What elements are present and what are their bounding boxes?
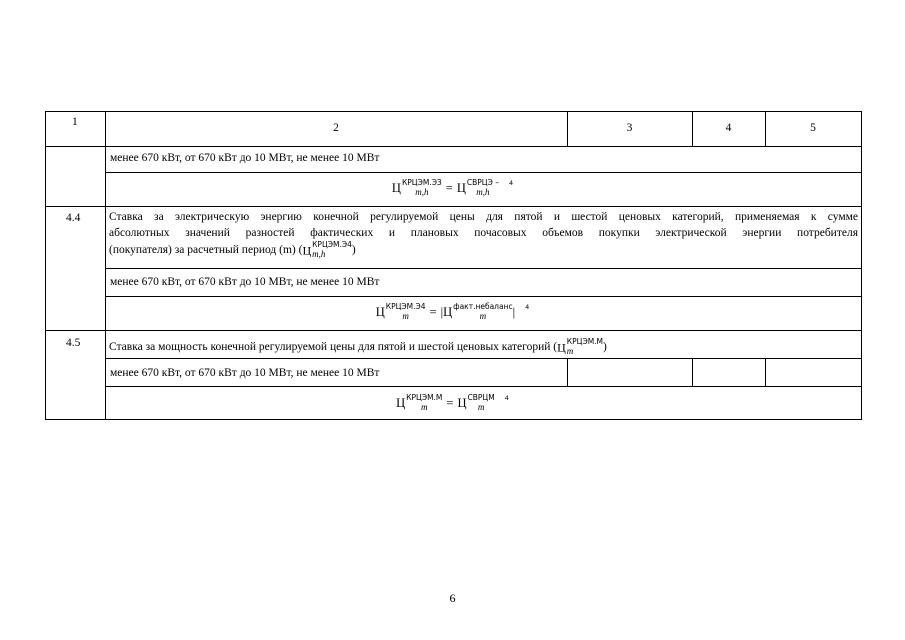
formula-rate-e3 [0, 179, 905, 197]
formula-superscript: КРЦЭМ.ЭЗ [401, 178, 442, 187]
table-border-bottom [45, 419, 861, 420]
description-line: (покупателя) за расчетный период (m) (Ц КРЦЭМ.Э4 m,h ) [109, 240, 356, 259]
formula-superscript: КРЦЭМ.М [566, 337, 604, 346]
formula-symbol: Ц [302, 243, 312, 257]
table-border-top [45, 111, 861, 112]
table-rule [105, 386, 861, 387]
formula-subscript: m,h [312, 249, 326, 259]
column-header-4: 4 [725, 122, 732, 134]
column-divider [765, 358, 766, 387]
formula-superscript: факт.небаланс [453, 302, 513, 311]
table-rule [105, 358, 861, 359]
formula-subscript: m [477, 402, 485, 412]
formula-symbol: Ц [396, 395, 406, 410]
formula-symbol: Ц [456, 180, 466, 195]
formula-rate-e4 [0, 303, 905, 321]
formula-subscript: m [402, 311, 409, 321]
description-line: Ставка за электрическую энергию конечной регулируемой цены для пятой и шестой ценовых категорий, применяемая к сумме [109, 211, 858, 223]
row-4-5-description: Ставка за мощность конечной регулируемой цены для пятой и шестой ценовых категорий (Ц КРЦЭМ.М m ) [109, 337, 607, 356]
formula-subscript: m [566, 346, 574, 356]
formula-subscript: m [421, 402, 428, 412]
row-number-4-5: 4.5 [66, 337, 81, 349]
column-header-2: 2 [333, 122, 339, 134]
formula-symbol: Ц [557, 340, 566, 354]
formula-superscript: КРЦЭМ.Э4 [385, 302, 426, 311]
formula-abs-open: | [440, 304, 444, 319]
formula-equals: = [429, 304, 437, 319]
formula-symbol: Ц [457, 395, 467, 410]
table-rule [105, 296, 861, 297]
table-border-left [45, 111, 46, 420]
table-rule [45, 146, 861, 147]
row-4-4-description [109, 210, 858, 259]
formula-subscript: m [479, 311, 487, 321]
formula-symbol: Ц [375, 304, 385, 319]
formula-subscript: m,h [476, 187, 490, 197]
page-number: 6 [449, 591, 456, 605]
range-text: менее 670 кВт, от 670 кВт до 10 МВт, не менее 10 МВт [110, 276, 380, 288]
column-divider [567, 358, 568, 387]
footnote-marker: 4 [525, 302, 530, 311]
range-text: менее 670 кВт, от 670 кВт до 10 МВт, не менее 10 МВт [110, 152, 380, 164]
formula-symbol: Ц [391, 180, 401, 195]
formula-abs-close: | [512, 304, 516, 319]
column-header-3: 3 [626, 122, 633, 134]
formula-symbol: Ц [443, 304, 453, 319]
table-rule [105, 172, 861, 173]
formula-superscript: КРЦЭМ.М [406, 393, 443, 402]
footnote-marker: 4 [504, 393, 509, 402]
formula-rate-m [0, 394, 905, 412]
column-header-5: 5 [810, 122, 816, 134]
column-divider [105, 111, 106, 420]
table-rule [105, 268, 861, 269]
column-header-1: 1 [72, 116, 78, 128]
formula-superscript: СВРЦМ [467, 393, 495, 402]
formula-superscript: КРЦЭМ.Э4 [312, 240, 352, 249]
range-text: менее 670 кВт, от 670 кВт до 10 МВт, не менее 10 МВт [110, 367, 380, 379]
table-border-right [861, 111, 862, 420]
row-number-4-4: 4.4 [66, 212, 81, 224]
formula-superscript: СВРЦЭ – [466, 178, 499, 187]
formula-subscript: m,h [415, 187, 429, 197]
description-line: абсолютных значений разностей фактических и плановых почасовых объемов покупки электрической энергии потребителя [109, 226, 858, 239]
column-divider [692, 358, 693, 387]
formula-equals: = [446, 395, 454, 410]
footnote-marker: 4 [508, 178, 514, 187]
table-rule [45, 330, 861, 331]
table-rule [45, 206, 861, 207]
formula-equals: = [445, 180, 453, 195]
